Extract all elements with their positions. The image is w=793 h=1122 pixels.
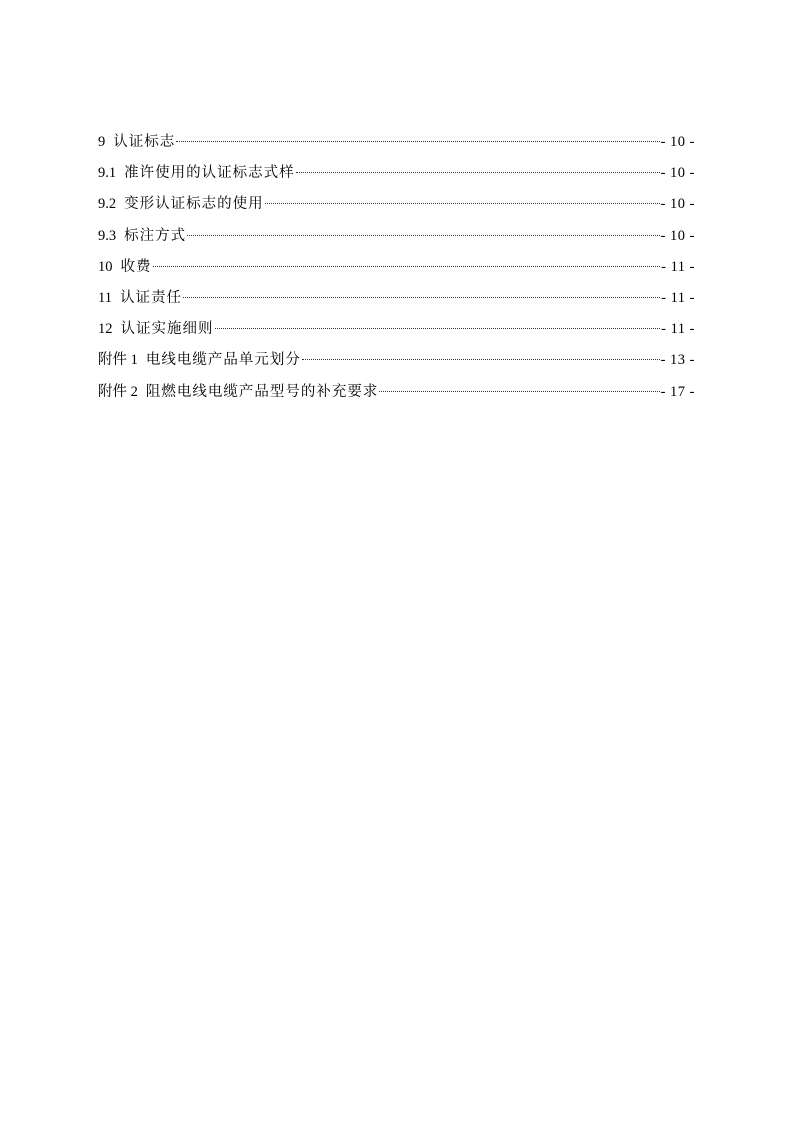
toc-dot-leader bbox=[379, 391, 659, 392]
toc-entry[interactable] bbox=[98, 318, 695, 349]
toc-entry-page: - 11 - bbox=[661, 258, 695, 275]
toc-dot-leader bbox=[176, 141, 659, 142]
toc-entry-page: - 10 - bbox=[660, 227, 695, 244]
toc-entry-page: - 11 - bbox=[661, 289, 695, 306]
toc-entry[interactable] bbox=[98, 349, 695, 380]
toc-entry-title: 认证责任 bbox=[119, 289, 182, 306]
toc-entry-title: 收费 bbox=[120, 258, 152, 275]
toc-entry-page: - 10 - bbox=[660, 165, 695, 182]
toc-entry-page: - 10 - bbox=[660, 134, 695, 150]
toc-dot-leader bbox=[302, 359, 660, 360]
toc-entry-number: 12 bbox=[98, 321, 113, 338]
toc-dot-leader bbox=[265, 203, 660, 204]
toc-entry-page: - 13 - bbox=[660, 352, 695, 369]
toc-entry[interactable] bbox=[98, 287, 695, 318]
toc-entry[interactable] bbox=[98, 131, 695, 162]
toc-entry-page: - 17 - bbox=[660, 383, 695, 400]
toc-entry-number: 9.1 bbox=[98, 165, 117, 182]
toc-entry-number: 9.2 bbox=[98, 196, 117, 213]
toc-entry-title: 认证标志 bbox=[113, 134, 176, 150]
toc-dot-leader bbox=[187, 235, 659, 236]
toc-entry-title: 准许使用的认证标志式样 bbox=[124, 165, 295, 182]
toc-entry-number: 10 bbox=[98, 258, 113, 275]
toc-entry[interactable] bbox=[98, 381, 695, 412]
toc-entry[interactable] bbox=[98, 225, 695, 256]
toc-dot-leader bbox=[215, 328, 661, 329]
toc-entry-number: 11 bbox=[98, 289, 112, 306]
toc-entry[interactable] bbox=[98, 162, 695, 193]
toc-entry[interactable] bbox=[98, 256, 695, 287]
toc-entry-page: - 10 - bbox=[660, 196, 695, 213]
toc-entry-title: 变形认证标志的使用 bbox=[124, 196, 264, 213]
toc-entry-number: 附件 2 bbox=[98, 383, 138, 400]
toc-entry-title: 电线电缆产品单元划分 bbox=[145, 352, 301, 369]
toc-dot-leader bbox=[296, 172, 660, 173]
toc-entry-page: - 11 - bbox=[661, 321, 695, 338]
toc-entry-number: 9 bbox=[98, 134, 106, 150]
toc-entry-title: 标注方式 bbox=[124, 227, 187, 244]
toc-entry-title: 阻燃电线电缆产品型号的补充要求 bbox=[145, 383, 379, 400]
toc-entry-number: 附件 1 bbox=[98, 352, 138, 369]
toc-dot-leader bbox=[183, 297, 660, 298]
toc-entry-title: 认证实施细则 bbox=[120, 321, 214, 338]
table-of-contents bbox=[98, 131, 695, 412]
toc-dot-leader bbox=[153, 266, 661, 267]
toc-entry[interactable] bbox=[98, 193, 695, 224]
toc-entry-number: 9.3 bbox=[98, 227, 117, 244]
